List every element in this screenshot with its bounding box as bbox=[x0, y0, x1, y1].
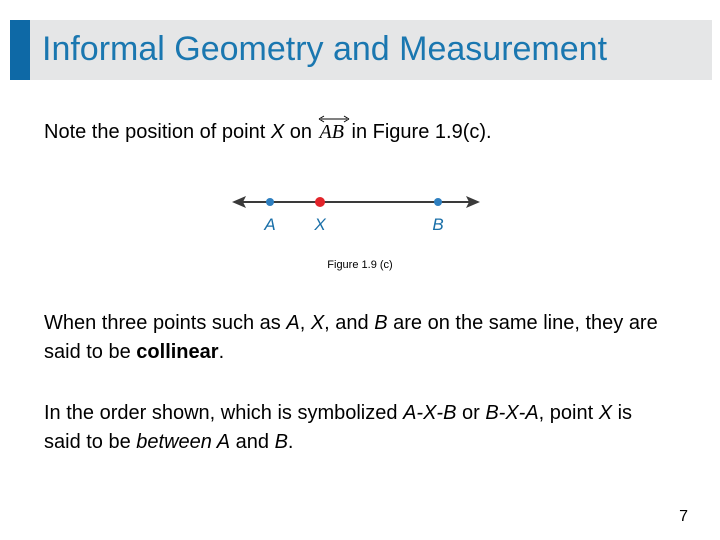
p2-text: is said to be bbox=[44, 402, 633, 453]
line-ab-label: AB bbox=[319, 121, 344, 143]
intro-text-before: Note the position of point bbox=[44, 121, 271, 143]
p2-text: or bbox=[456, 402, 486, 424]
intro-point-x: X bbox=[270, 121, 285, 143]
collinear-points-figure bbox=[228, 186, 488, 238]
line-arrow-icon bbox=[318, 114, 350, 124]
p1-text: When three points such as bbox=[44, 312, 287, 334]
intro-text-after: in Figure 1.9(c). bbox=[345, 121, 492, 143]
intro-text-on: on bbox=[284, 121, 318, 143]
p1-text: . bbox=[218, 341, 225, 363]
p2-text: In the order shown, which is symbolized bbox=[44, 402, 404, 424]
p2-order-bxa: B-X-A bbox=[485, 402, 539, 424]
p1-text: , and bbox=[324, 312, 375, 334]
label-x: X bbox=[314, 215, 326, 234]
p2-order-axb: A-X-B bbox=[403, 402, 457, 424]
between-term: between A bbox=[136, 431, 231, 453]
p1-point-a: A bbox=[286, 312, 300, 334]
collinear-term: collinear bbox=[136, 341, 219, 363]
paragraph-between bbox=[44, 399, 664, 457]
p2-text: . bbox=[287, 431, 294, 453]
intro-sentence bbox=[44, 120, 492, 144]
line-ab-notation bbox=[318, 120, 346, 144]
p1-text: are on the same line, they are said to be bbox=[44, 312, 658, 363]
slide-title: Informal Geometry and Measurement bbox=[42, 30, 608, 68]
p1-point-b: B bbox=[374, 312, 388, 334]
page-number: 7 bbox=[679, 508, 688, 525]
p2-text: , point bbox=[538, 402, 599, 424]
p2-point-x: X bbox=[598, 402, 613, 424]
p1-point-x: X bbox=[310, 312, 325, 334]
p1-text: , bbox=[299, 312, 311, 334]
title-accent-bar bbox=[10, 20, 30, 80]
paragraph-collinear bbox=[44, 309, 664, 367]
figure-caption: Figure 1.9 (c) bbox=[327, 259, 393, 271]
point-x-dot bbox=[315, 197, 325, 207]
label-b: B bbox=[432, 215, 444, 234]
point-a-dot bbox=[266, 198, 274, 206]
label-a: A bbox=[264, 215, 276, 234]
p2-point-b: B bbox=[274, 431, 288, 453]
point-b-dot bbox=[434, 198, 442, 206]
p2-text: and bbox=[230, 431, 275, 453]
